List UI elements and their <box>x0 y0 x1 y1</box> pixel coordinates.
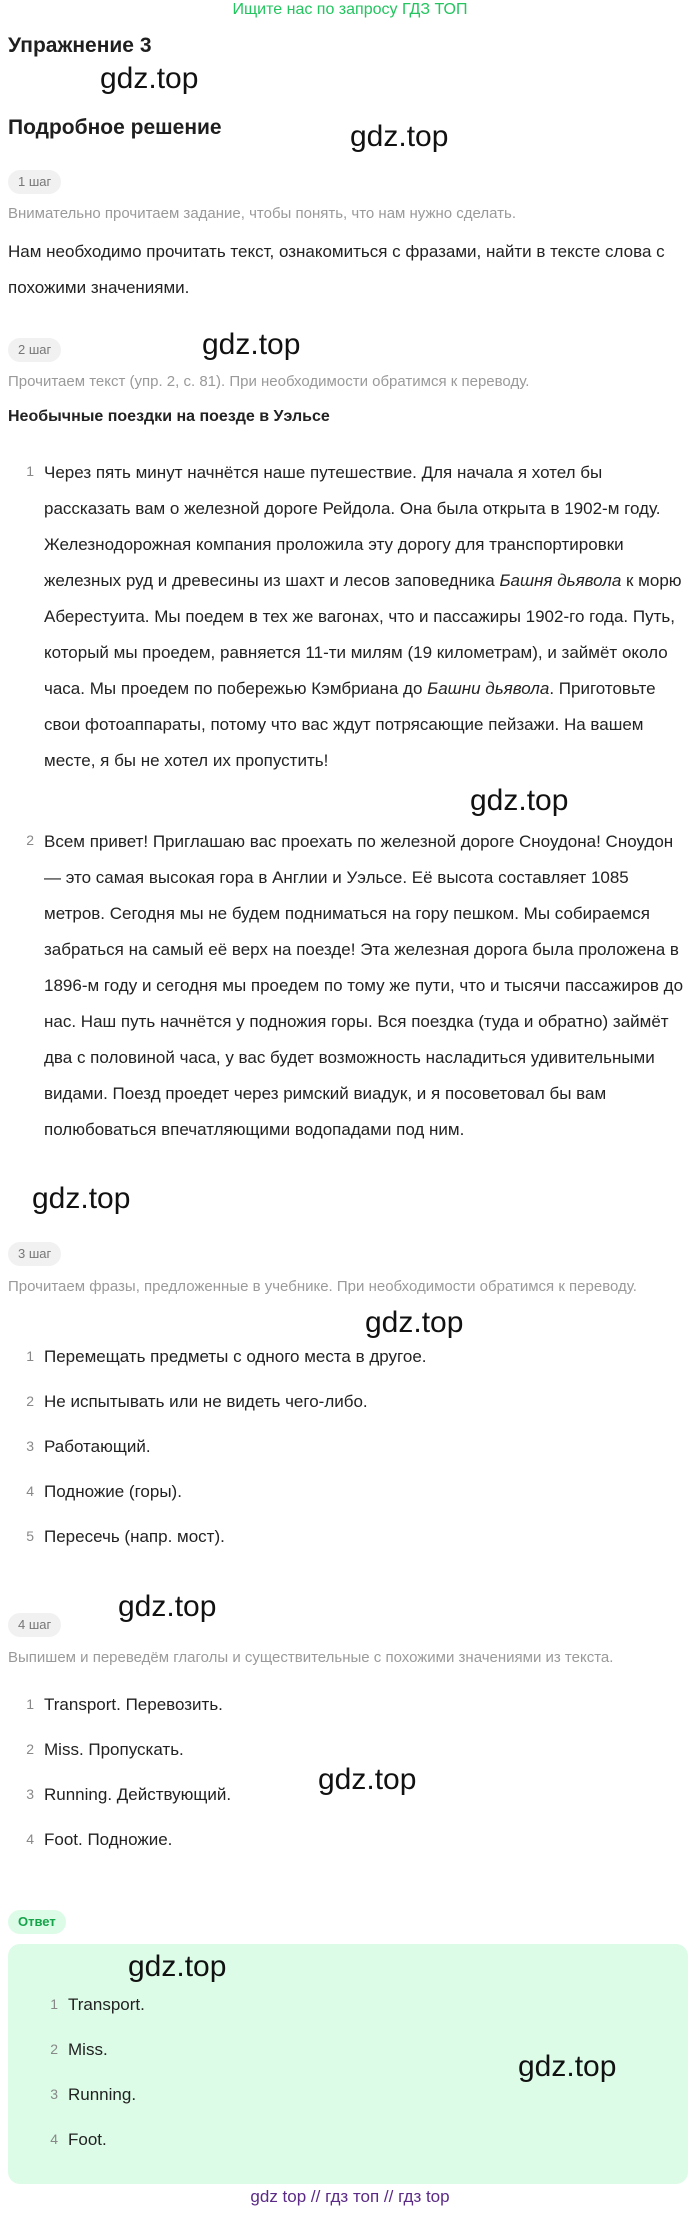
answer-item: Running. <box>68 2085 137 2104</box>
watermark: gdz.top <box>365 1306 464 1339</box>
search-banner: Ищите нас по запросу ГДЗ ТОП <box>232 1 468 18</box>
list-number: 2 <box>26 1741 34 1757</box>
watermark: gdz.top <box>350 120 449 153</box>
page-title: Упражнение 3 <box>8 34 152 57</box>
paragraph-segment: . Приготовьте свои фотоаппараты, потому что вас ждут потрясающие пейзажи. На вашем месте, я бы не хотел их пропустить! <box>44 679 656 770</box>
list-number: 3 <box>26 1438 34 1454</box>
footer-links[interactable]: gdz top // гдз топ // гдз top <box>250 2187 450 2206</box>
word-item: Foot. Подножие. <box>44 1830 173 1849</box>
phrase-item: Подножие (горы). <box>44 1482 182 1501</box>
list-number: 2 <box>26 1393 34 1409</box>
step-3-badge: 3 шаг <box>8 1242 61 1266</box>
watermark: gdz.top <box>128 1950 227 1983</box>
step-4-note: Выпишем и переведём глаголы и существительные с похожими значениями из текста. <box>8 1649 614 1666</box>
answer-item: Miss. <box>68 2040 108 2059</box>
phrase-item: Не испытывать или не видеть чего-либо. <box>44 1392 368 1411</box>
list-number: 3 <box>50 2086 58 2102</box>
watermark: gdz.top <box>518 2050 617 2083</box>
answer-item: Foot. <box>68 2130 107 2149</box>
list-number: 3 <box>26 1786 34 1802</box>
step-4-badge: 4 шаг <box>8 1613 61 1637</box>
phrase-item: Перемещать предметы с одного места в другое. <box>44 1347 427 1366</box>
step-1-note: Внимательно прочитаем задание, чтобы понять, что нам нужно сделать. <box>8 205 517 222</box>
list-number: 2 <box>50 2041 58 2057</box>
watermark: gdz.top <box>202 328 301 361</box>
text-heading: Необычные поездки на поезде в Уэльсе <box>8 408 330 425</box>
text-paragraph-1 <box>44 455 692 779</box>
phrase-item: Пересечь (напр. мост). <box>44 1527 225 1546</box>
section-title: Подробное решение <box>8 116 222 139</box>
watermark: gdz.top <box>470 784 569 817</box>
list-number: 1 <box>26 463 34 479</box>
watermark: gdz.top <box>118 1590 217 1623</box>
step-2-note: Прочитаем текст (упр. 2, с. 81). При необходимости обратимся к переводу. <box>8 373 530 390</box>
place-name: Башня дьявола <box>499 571 622 590</box>
answer-badge: Ответ <box>8 1910 66 1934</box>
place-name: Башни дьявола <box>427 679 550 698</box>
paragraph-segment: к морю Аберестуита. Мы поедем в тех же вагонах, что и пассажиры 1902-го года. Путь, который мы проедем, равняется 11-ти милям (19 километрам), и займёт около часа. Мы проедем по побережью Кэмбриана до <box>44 571 682 698</box>
list-number: 1 <box>26 1348 34 1364</box>
list-number: 4 <box>26 1483 34 1499</box>
list-number: 2 <box>26 832 34 848</box>
list-number: 1 <box>50 1996 58 2012</box>
word-item: Running. Действующий. <box>44 1785 232 1804</box>
word-item: Transport. Перевозить. <box>44 1695 223 1714</box>
list-number: 5 <box>26 1528 34 1544</box>
step-1-text: Нам необходимо прочитать текст, ознакомиться с фразами, найти в тексте слова с похожими значениями. <box>8 242 665 297</box>
step-3-note: Прочитаем фразы, предложенные в учебнике. При необходимости обратимся к переводу. <box>8 1278 637 1295</box>
watermark: gdz.top <box>318 1763 417 1796</box>
word-item: Miss. Пропускать. <box>44 1740 184 1759</box>
list-number: 4 <box>26 1831 34 1847</box>
watermark: gdz.top <box>32 1182 131 1215</box>
watermark: gdz.top <box>100 62 199 95</box>
phrase-item: Работающий. <box>44 1437 151 1456</box>
step-1-badge: 1 шаг <box>8 170 61 194</box>
answer-item: Transport. <box>68 1995 145 2014</box>
paragraph-segment: Через пять минут начнётся наше путешествие. Для начала я хотел бы рассказать вам о железной дороге Рейдола. Она была открыта в 1902-м году. Железнодорожная компания проложила эту дорогу для транспортировки железных руд и древесины из шахт и лесов заповедника <box>44 463 661 590</box>
step-2-badge: 2 шаг <box>8 338 61 362</box>
text-paragraph-2: Всем привет! Приглашаю вас проехать по железной дороге Сноудона! Сноудон — это самая высокая гора в Англии и Уэльсе. Её высота составляет 1085 метров. Сегодня мы не будем подниматься на гору пешком. Мы собираемся забраться на самый её верх на поезде! Эта железная дорога была проложена в 1896-м году и сегодня мы проедем по тому же пути, что и тысячи пассажиров до нас. Наш путь начнётся у подножия горы. Вся поездка (туда и обратно) займёт два с половиной часа, у вас будет возможность насладиться удивительными видами. Поезд проедет через римский виадук, и я посоветовал бы вам полюбоваться впечатляющими водопадами под ним. <box>44 832 684 1139</box>
list-number: 1 <box>26 1696 34 1712</box>
list-number: 4 <box>50 2131 58 2147</box>
